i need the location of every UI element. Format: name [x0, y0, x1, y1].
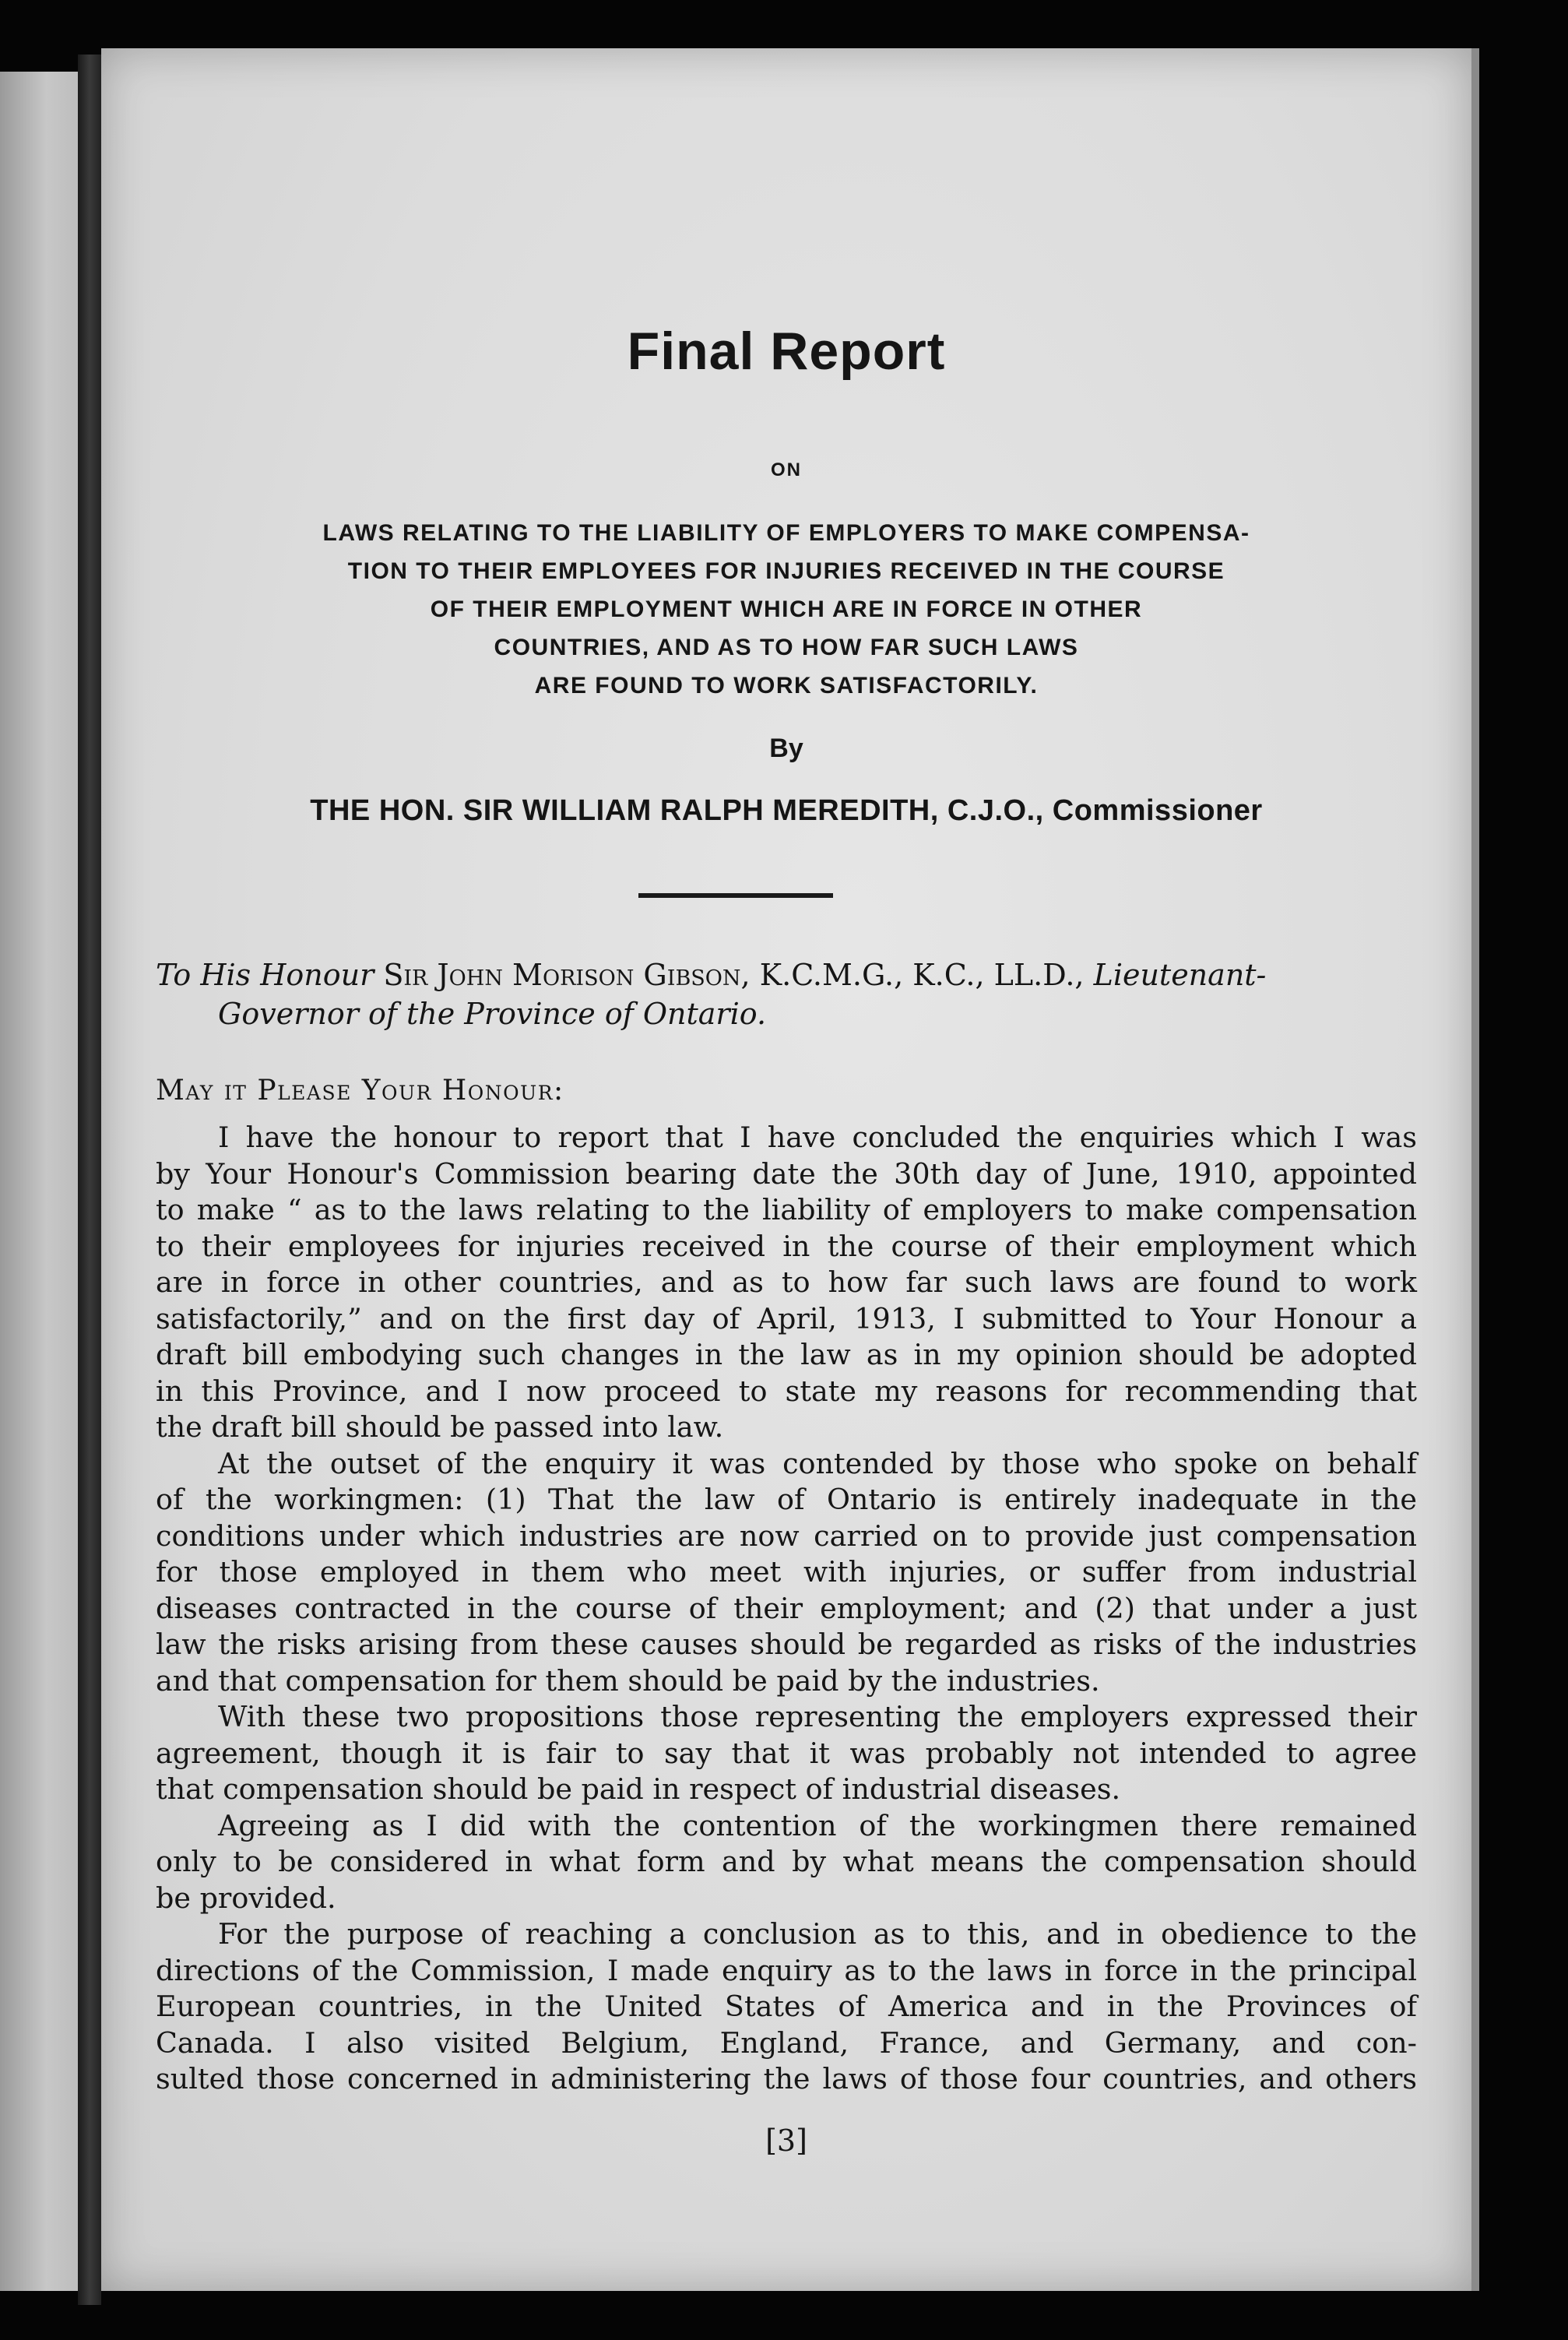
body-line: With these two propositions those representing the employers expressed their: [218, 1700, 1417, 1733]
body-line: the draft bill should be passed into law.: [156, 1410, 724, 1444]
body-line: for those employed in them who meet with injuries, or suffer from industrial: [156, 1555, 1417, 1589]
body-line: Canada. I also visited Belgium, England, France, and Germany, and con-: [156, 2025, 1417, 2060]
body-line: agreement, though it is fair to say that it was probably not intended to agree: [156, 1736, 1417, 1770]
body-line: are in force in other countries, and as to how far such laws are found to work: [156, 1265, 1417, 1299]
body-line: of the workingmen: (1) That the law of Ontario is entirely inadequate in the: [156, 1483, 1417, 1516]
author-line: THE HON. SIR WILLIAM RALPH MEREDITH, C.J.O., Commissioner: [310, 794, 1263, 827]
body-line: I have the honour to report that I have concluded the enquiries which I was: [218, 1121, 1417, 1154]
body-line: in this Province, and I now proceed to state my reasons for recommending that: [156, 1374, 1417, 1408]
address-to: To His Honour: [156, 958, 374, 992]
report-page: [101, 48, 1471, 2291]
facing-page-edge: [0, 72, 78, 2291]
body-line: and that compensation for them should be paid by the industries.: [156, 1663, 1100, 1698]
report-body: [156, 1120, 1417, 2098]
subject-line: COUNTRIES, AND AS TO HOW FAR SUCH LAWS: [494, 635, 1079, 660]
subject-line: LAWS RELATING TO THE LIABILITY OF EMPLOYERS TO MAKE COMPENSA-: [322, 520, 1250, 546]
body-line: diseases contracted in the course of their employment; and (2) that under a just: [156, 1591, 1417, 1625]
body-line: At the outset of the enquiry it was contended by those who spoke on behalf: [218, 1446, 1417, 1480]
body-line: to make “ as to the laws relating to the liability of employers to make compensation: [156, 1193, 1417, 1226]
body-line: be provided.: [156, 1881, 336, 1915]
divider-rule: [638, 893, 833, 898]
address-block: [156, 955, 1417, 1033]
subject-line: ARE FOUND TO WORK SATISFACTORILY.: [534, 673, 1039, 698]
subject-line: OF THEIR EMPLOYMENT WHICH ARE IN FORCE IN OTHER: [430, 596, 1143, 622]
page-right-edge: [1471, 48, 1479, 2291]
address-office: Lieutenant-: [1093, 958, 1267, 992]
body-line: European countries, in the United States of America and in the Provinces of: [156, 1990, 1417, 2023]
subject-line: TION TO THEIR EMPLOYEES FOR INJURIES RECEIVED IN THE COURSE: [347, 558, 1225, 584]
address-name: Sir John Morison Gibson,: [383, 958, 751, 992]
address-honours: K.C.M.G., K.C., LL.D.,: [759, 958, 1085, 992]
page-number: [3]: [765, 2124, 807, 2158]
body-line: For the purpose of reaching a conclusion as to this, and in obedience to the: [218, 1917, 1417, 1951]
book-gutter: [78, 55, 101, 2305]
body-line: Agreeing as I did with the contention of the workingmen there remained: [218, 1808, 1417, 1842]
report-title: Final Report: [627, 322, 946, 381]
body-line: only to be considered in what form and by what means the compensation should: [156, 1845, 1417, 1878]
title-connector: ON: [771, 459, 802, 480]
body-line: directions of the Commission, I made enquiry as to the laws in force in the principal: [156, 1953, 1417, 1987]
report-subject: [156, 514, 1417, 705]
address-office-continued: Governor of the Province of Ontario.: [218, 997, 767, 1031]
body-line: sulted those concerned in administering the laws of those four countries, and others: [156, 2062, 1417, 2095]
salutation: May it Please Your Honour:: [156, 1075, 564, 1107]
body-line: by Your Honour's Commission bearing date the 30th day of June, 1910, appointed: [156, 1156, 1417, 1191]
body-line: draft bill embodying such changes in the law as in my opinion should be adopted: [156, 1338, 1417, 1371]
byline-label: By: [769, 734, 803, 763]
body-line: law the risks arising from these causes should be regarded as risks of the industries: [156, 1627, 1417, 1661]
body-line: to their employees for injuries received in the course of their employment which: [156, 1229, 1417, 1263]
body-line: satisfactorily,” and on the first day of April, 1913, I submitted to Your Honour a: [156, 1301, 1417, 1335]
body-line: that compensation should be paid in respect of industrial diseases.: [156, 1772, 1121, 1806]
body-line: conditions under which industries are now carried on to provide just compensation: [156, 1518, 1417, 1553]
